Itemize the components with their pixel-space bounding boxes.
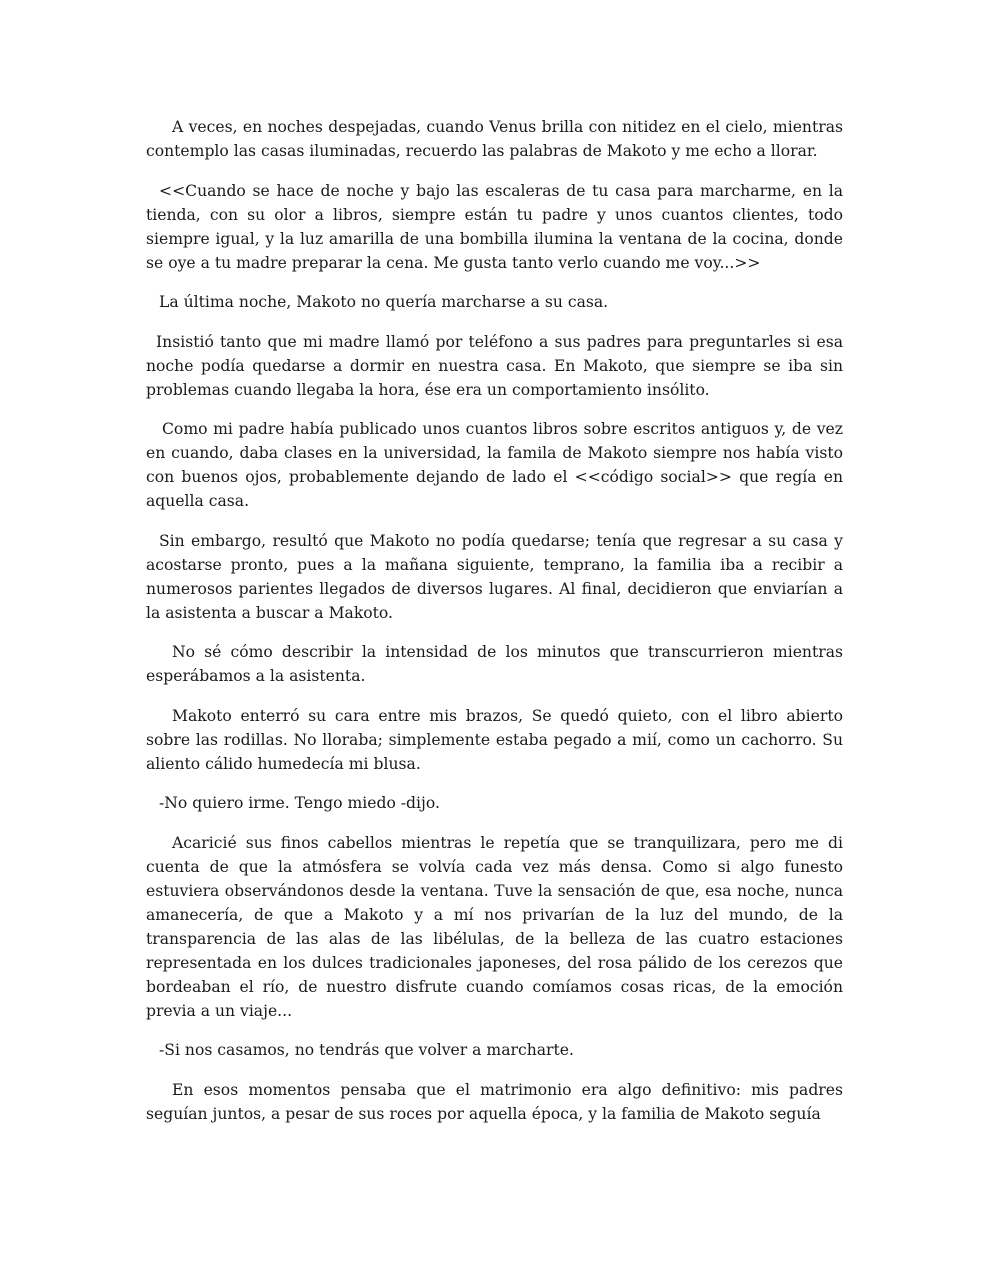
paragraph: Acaricié sus finos cabellos mientras le repetía que se tranquilizara, pero me di cuenta de que la atmósfera se volvía cada vez más densa. Como si algo funesto estuviera observándonos desde la ventana. Tuve la sensación de que, esa noche, nunca amanecería, de que a Makoto y a mí nos privarían de la luz del mundo, de la transparencia de las alas de las libélulas, de la belleza de las cuatro estaciones representada en los dulces tradicionales japoneses, del rosa pálido de los cerezos que bordeaban el río, de nuestro disfrute cuando comíamos cosas ricas, de la emoción previa a un viaje... bbox=[146, 833, 843, 1020]
paragraph: En esos momentos pensaba que el matrimonio era algo definitivo: mis padres seguían juntos, a pesar de sus roces por aquella época, y la familia de Makoto seguía bbox=[146, 1080, 843, 1123]
paragraph: Sin embargo, resultó que Makoto no podía quedarse; tenía que regresar a su casa y acostarse pronto, pues a la mañana siguiente, temprano, la familia iba a recibir a numerosos parientes llegados de diversos lugares. Al final, decidieron que enviarían a la asistenta a buscar a Makoto. bbox=[146, 531, 843, 622]
paragraph: Makoto enterró su cara entre mis brazos, Se quedó quieto, con el libro abierto sobre las rodillas. No lloraba; simplemente estaba pegado a mií, como un cachorro. Su aliento cálido humedecía mi blusa. bbox=[146, 706, 843, 773]
paragraph: <<Cuando se hace de noche y bajo las escaleras de tu casa para marcharme, en la tienda, con su olor a libros, siempre están tu padre y unos cuantos clientes, todo siempre igual, y la luz amarilla de una bombilla ilumina la ventana de la cocina, donde se oye a tu madre preparar la cena. Me gusta tanto verlo cuando me voy...>> bbox=[146, 181, 843, 272]
paragraph: La última noche, Makoto no quería marcharse a su casa. bbox=[159, 293, 609, 311]
paragraph: No sé cómo describir la intensidad de los minutos que transcurrieron mientras esperábamos a la asistenta. bbox=[146, 643, 843, 685]
paragraph: -Si nos casamos, no tendrás que volver a marcharte. bbox=[159, 1041, 574, 1059]
paragraph: Insistió tanto que mi madre llamó por teléfono a sus padres para preguntarles si esa noche podía quedarse a dormir en nuestra casa. En Makoto, que siempre se iba sin problemas cuando llegaba la hora, ése era un comportamiento insólito. bbox=[146, 332, 843, 399]
paragraph: -No quiero irme. Tengo miedo -dijo. bbox=[159, 794, 440, 812]
document-page bbox=[146, 115, 843, 1141]
paragraph: Como mi padre había publicado unos cuantos libros sobre escritos antiguos y, de vez en cuando, daba clases en la universidad, la famila de Makoto siempre nos había visto con buenos ojos, probablemente dejando de lado el <<código social>> que regía en aquella casa. bbox=[146, 420, 843, 510]
paragraph: A veces, en noches despejadas, cuando Venus brilla con nitidez en el cielo, mientras contemplo las casas iluminadas, recuerdo las palabras de Makoto y me echo a llorar. bbox=[146, 118, 843, 160]
